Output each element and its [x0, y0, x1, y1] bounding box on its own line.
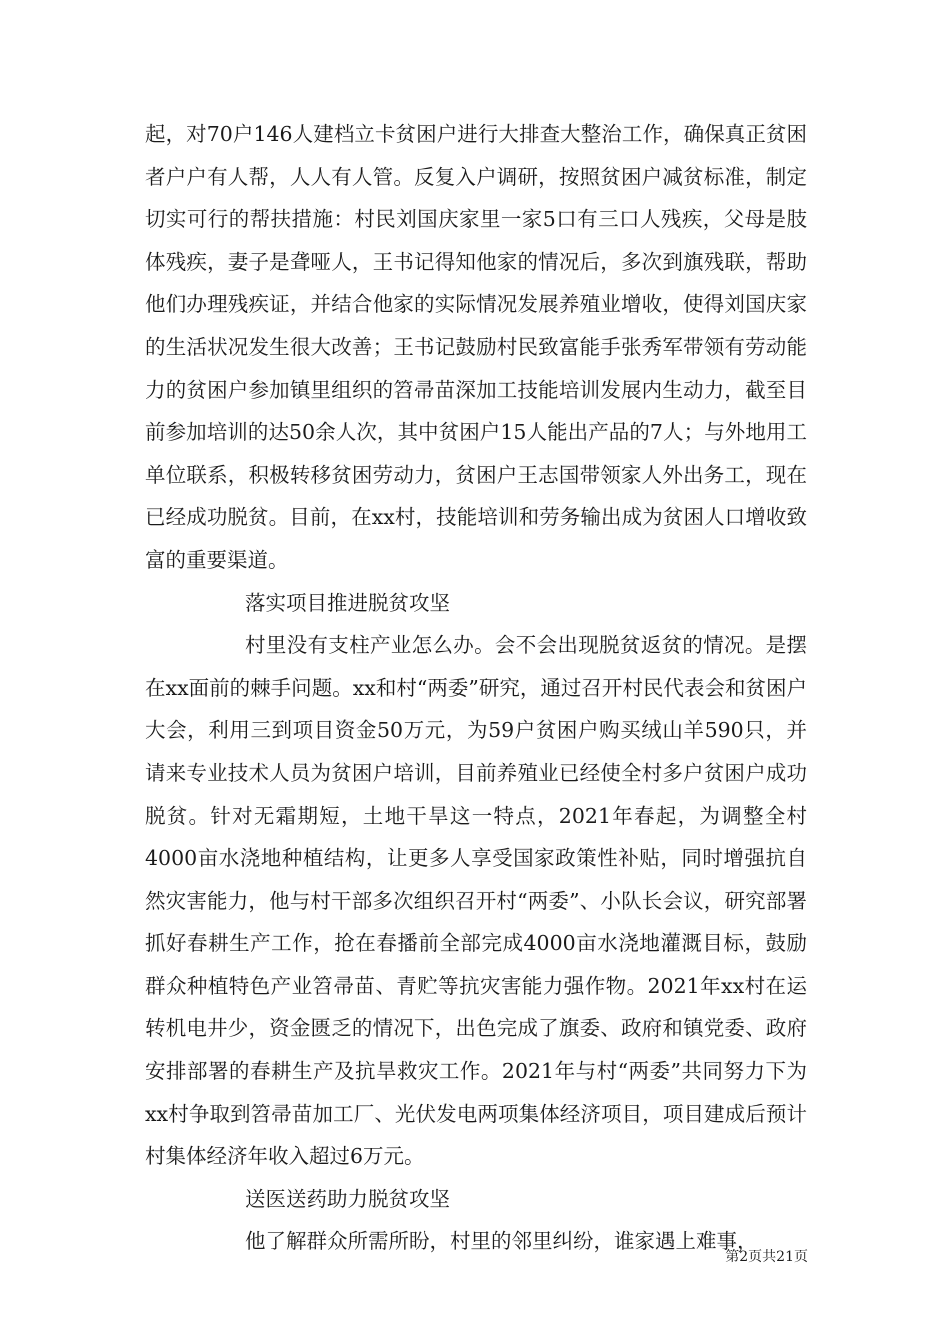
- page-number-footer: 第2页共21页: [725, 1249, 808, 1265]
- document-body: [145, 113, 807, 1263]
- section-heading-medical: 送医送药助力脱贫攻坚: [245, 1186, 450, 1211]
- body-paragraph-1: 起，对70户146人建档立卡贫困户进行大排查大整治工作，确保真正贫困者户户有人帮，人人有人管。反复入户调研，按照贫困户减贫标准，制定切实可行的帮扶措施：村民刘国庆家里一家5口有三口人残疾，父母是肢体残疾，妻子是聋哑人，王书记得知他家的情况后，多次到旗残联，帮助他们办理残疾证，并结合他家的实际情况发展养殖业增收，使得刘国庆家的生活状况发生很大改善；王书记鼓励村民致富能手张秀军带领有劳动能力的贫困户参加镇里组织的笤帚苗深加工技能培训发展内生动力，截至目前参加培训的达50余人次，其中贫困户15人能出产品的7人；与外地用工单位联系，积极转移贫困劳动力，贫困户王志国带领家人外出务工，现在已经成功脱贫。目前，在xx村，技能培训和劳务输出成为贫困人口增收致富的重要渠道。: [145, 122, 807, 572]
- body-paragraph-3: 他了解群众所需所盼，村里的邻里纠纷，谁家遇上难事，: [245, 1229, 758, 1254]
- body-paragraph-2: 村里没有支柱产业怎么办。会不会出现脱贫返贫的情况。是摆在xx面前的棘手问题。xx和村“两委”研究，通过召开村民代表会和贫困户大会，利用三到项目资金50万元，为59户贫困户购买绒山羊590只，并请来专业技术人员为贫困户培训，目前养殖业已经使全村多户贫困户成功脱贫。针对无霜期短，土地干旱这一特点，2021年春起，为调整全村4000亩水浇地种植结构，让更多人享受国家政策性补贴，同时增强抗自然灾害能力，他与村干部多次组织召开村“两委”、小队长会议，研究部署抓好春耕生产工作，抢在春播前全部完成4000亩水浇地灌溉目标，鼓励群众种植特色产业笤帚苗、青贮等抗灾害能力强作物。2021年xx村在运转机电井少，资金匮乏的情况下，出色完成了旗委、政府和镇党委、政府安排部署的春耕生产及抗旱救灾工作。2021年与村“两委”共同努力下为xx村争取到笤帚苗加工厂、光伏发电两项集体经济项目，项目建成后预计村集体经济年收入超过6万元。: [145, 633, 807, 1169]
- section-heading-projects: 落实项目推进脱贫攻坚: [245, 590, 450, 615]
